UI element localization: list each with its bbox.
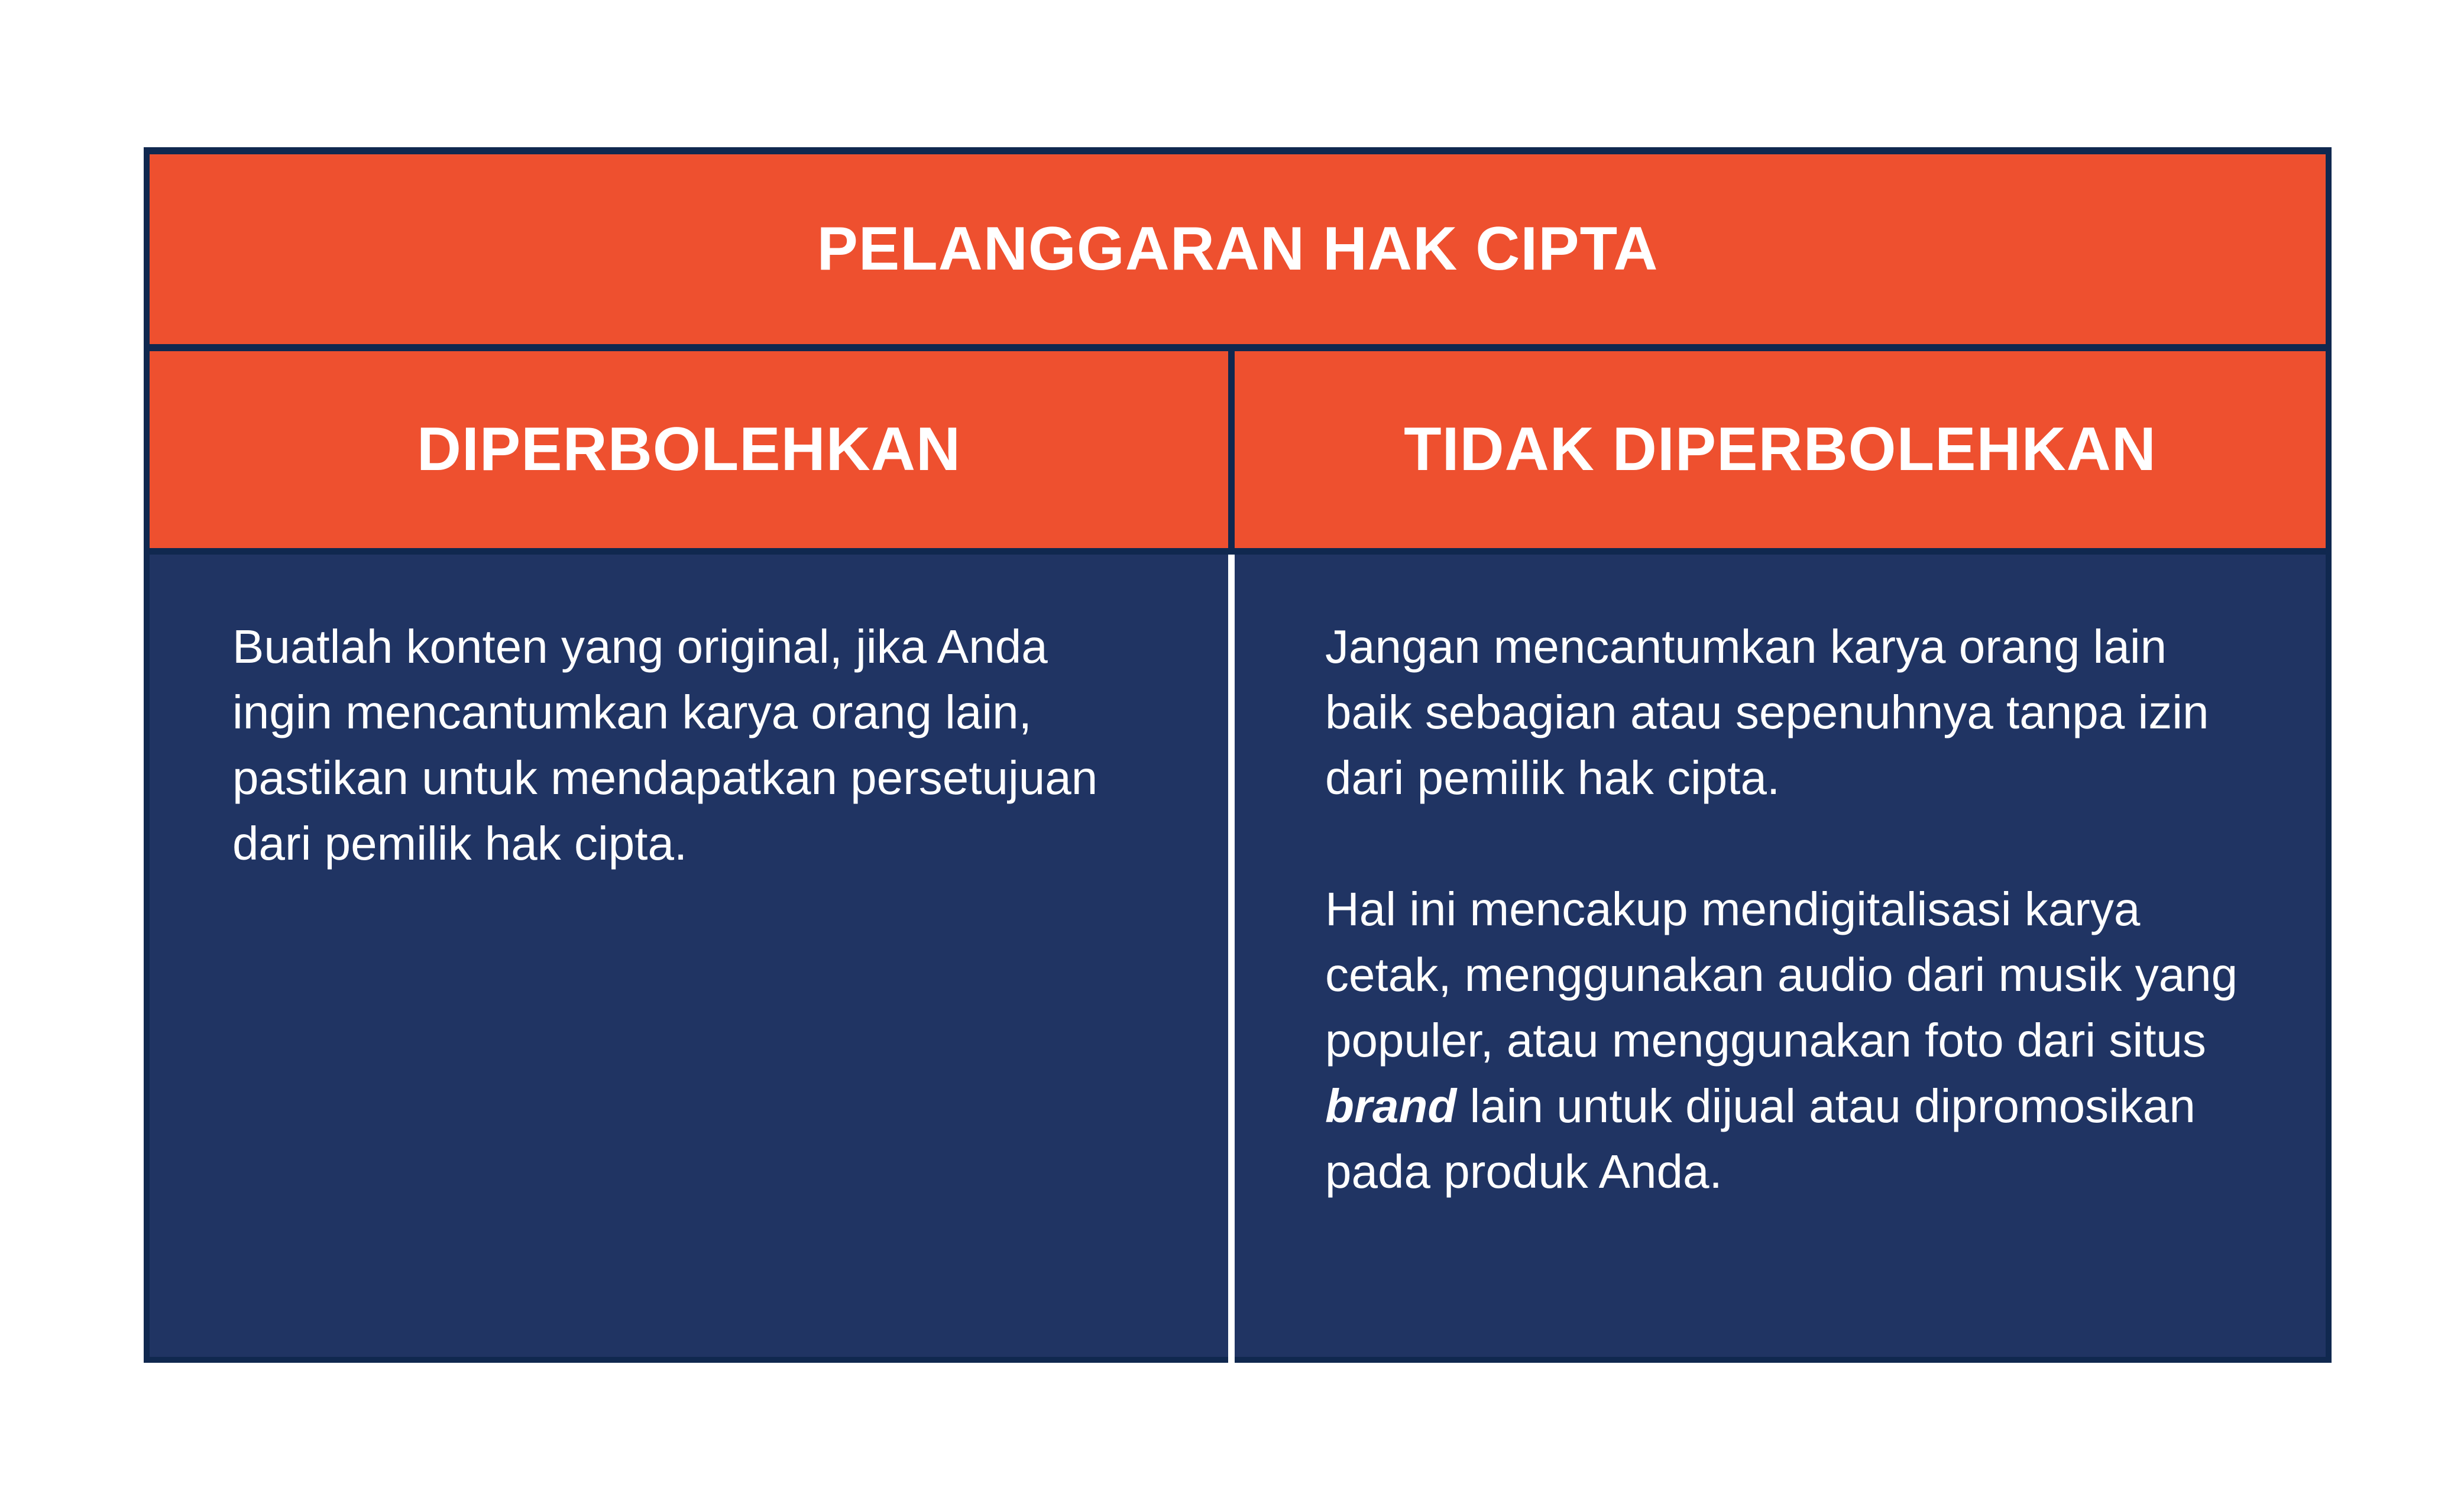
text-segment: Hal ini mencakup mendigitalisasi karya cetak, menggunakan audio dari musik yang populer, atau menggunakan foto dari situs <box>1325 883 2238 1067</box>
header-not-allowed: TIDAK DIPERBOLEHKAN <box>1235 351 2326 548</box>
allowed-text: Buatlah konten yang original, jika Anda ingin mencantumkan karya orang lain, pastikan untuk mendapatkan persetujuan dari pemilik hak cipta. <box>232 620 1098 870</box>
brand-emphasis: brand <box>1325 1080 1457 1132</box>
text-segment: lain untuk dijual atau dipromosikan pada produk Anda. <box>1325 1080 2196 1198</box>
table-title: PELANGGARAN HAK CIPTA <box>150 154 2326 344</box>
copyright-table <box>144 147 2332 1363</box>
allowed-cell <box>150 555 1228 1357</box>
not-allowed-text-2 <box>1325 876 2255 1204</box>
not-allowed-text-1: Jangan mencantumkan karya orang lain baik sebagian atau sepenuhnya tanpa izin dari pemilik hak cipta. <box>1325 620 2209 804</box>
column-divider <box>1228 555 1235 1363</box>
header-allowed: DIPERBOLEHKAN <box>150 351 1228 548</box>
not-allowed-cell <box>1235 555 2326 1357</box>
